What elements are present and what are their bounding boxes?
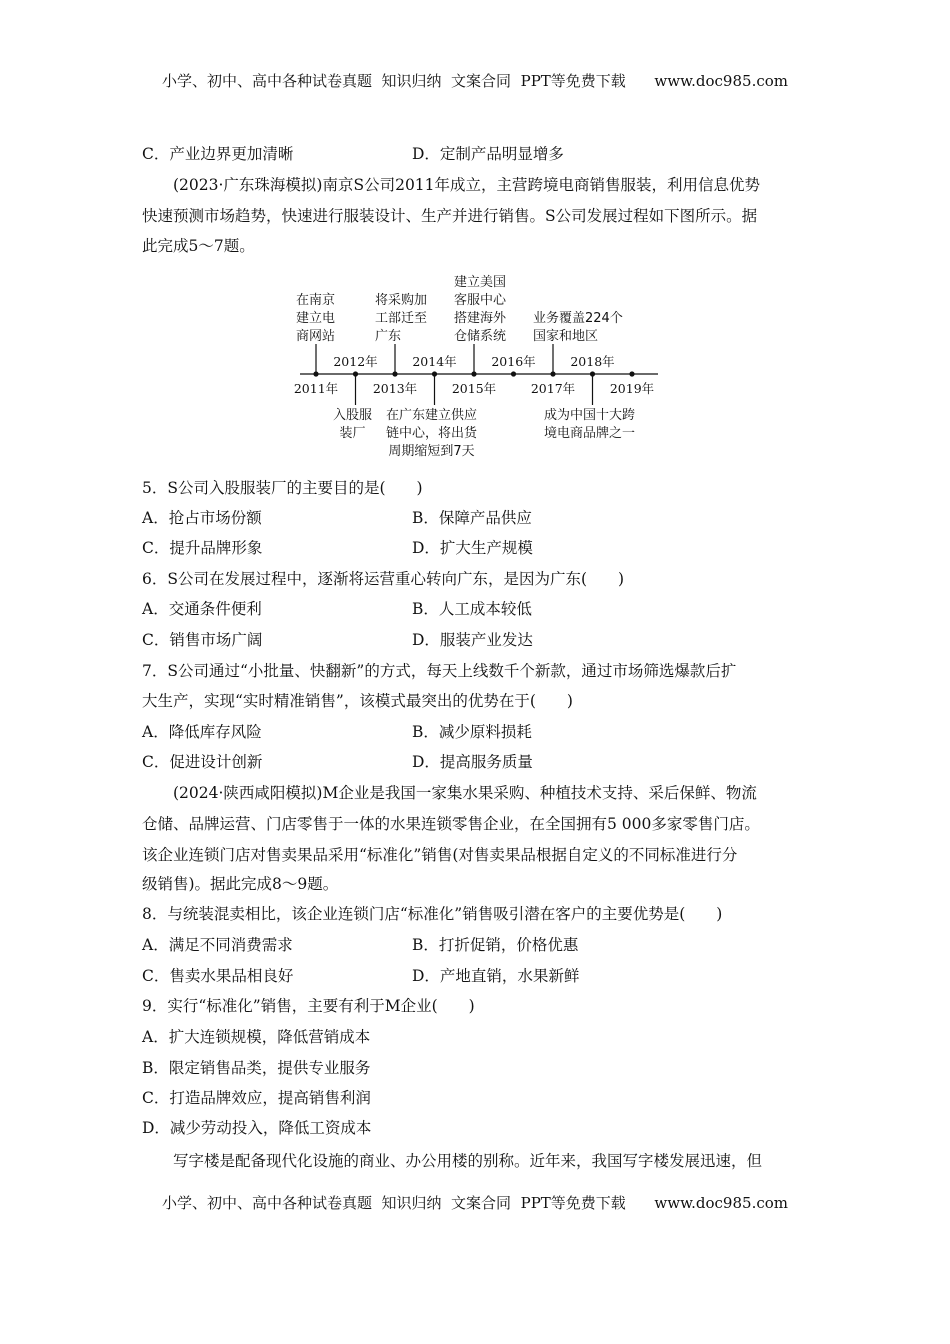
passage2-line1: (2024·陕西咸阳模拟)M企业是我国一家集水果采购、种植技术支持、采后保鲜、物流 [173, 784, 757, 802]
q8-option-c: C．售卖水果品相良好 [142, 967, 294, 985]
timeline-year-bottom: 2017年 [530, 381, 576, 396]
timeline-event-below: 境电商品牌之一 [543, 426, 636, 441]
timeline-event-above: 建立电 [296, 311, 336, 326]
timeline-event-below: 链中心，将出货 [385, 426, 478, 441]
timeline-event-above: 国家和地区 [533, 329, 599, 344]
q7-option-d: D．提高服务质量 [412, 753, 533, 771]
q5-option-d: D．扩大生产规模 [412, 539, 533, 557]
q7-option-c: C．促进设计创新 [142, 753, 263, 771]
passage2-line4: 级销售)。据此完成8～9题。 [142, 875, 339, 893]
passage2-line3: 该企业连锁门店对售卖果品采用“标准化”销售(对售卖果品根据自定义的不同标准进行分 [142, 846, 738, 864]
timeline-dot [629, 371, 634, 376]
timeline-event-below: 周期缩短到7天 [388, 444, 475, 459]
timeline-event-above: 在南京 [296, 293, 336, 308]
q8-option-d: D．产地直销，水果新鲜 [412, 967, 580, 985]
q8-option-b: B．打折促销，价格优惠 [412, 936, 579, 954]
q9-option-b: B．限定销售品类，提供专业服务 [142, 1059, 371, 1077]
q4-option-d: D．定制产品明显增多 [412, 145, 564, 163]
q5-stem: 5．S公司入股服装厂的主要目的是( ) [142, 479, 423, 497]
q6-option-d: D．服装产业发达 [412, 631, 533, 649]
timeline-year-bottom: 2015年 [451, 381, 497, 396]
page-footer: 小学、初中、高中各种试卷真题 知识归纳 文案合同 PPT等免费下载 www.doc985.com [161, 1194, 788, 1212]
timeline-event-above: 业务覆盖224个 [533, 311, 623, 326]
timeline-event-above: 工部迁至 [375, 311, 428, 326]
passage1-line3: 此完成5～7题。 [142, 237, 255, 255]
passage1-line2: 快速预测市场趋势，快速进行服装设计、生产并进行销售。S公司发展过程如下图所示。据 [142, 207, 758, 225]
timeline-event-above: 广东 [375, 329, 402, 344]
passage2-line2: 仓储、品牌运营、门店零售于一体的水果连锁零售企业，在全国拥有5 000多家零售门店。 [142, 815, 760, 833]
timeline-dot [353, 371, 358, 376]
q9-option-c: C．打造品牌效应，提高销售利润 [142, 1089, 371, 1107]
q7-stem-line1: 7．S公司通过“小批量、快翻新”的方式，每天上线数千个新款，通过市场筛选爆款后扩 [142, 662, 737, 680]
page-header: 小学、初中、高中各种试卷真题 知识归纳 文案合同 PPT等免费下载 www.doc985.com [161, 72, 788, 90]
q8-stem: 8．与统装混卖相比，该企业连锁门店“标准化”销售吸引潜在客户的主要优势是( ) [142, 905, 723, 923]
q7-option-a: A．降低库存风险 [142, 723, 262, 741]
timeline-figure [290, 268, 670, 460]
q7-option-b: B．减少原料损耗 [412, 723, 532, 741]
timeline-event-above: 建立美国 [454, 275, 507, 290]
timeline-dot [313, 371, 318, 376]
q9-stem: 9．实行“标准化”销售，主要有利于M企业( ) [142, 997, 475, 1015]
timeline-dot [392, 371, 397, 376]
q7-stem-line2: 大生产，实现“实时精准销售”，该模式最突出的优势在于( ) [142, 692, 573, 710]
timeline-year-top: 2014年 [412, 354, 457, 369]
timeline-event-below: 入股服 [332, 408, 373, 423]
timeline-event-above: 将采购加 [375, 293, 428, 308]
timeline-event-below: 装厂 [339, 426, 366, 441]
q9-option-d: D．减少劳动投入，降低工资成本 [142, 1119, 372, 1137]
timeline-event-above: 搭建海外 [454, 311, 507, 326]
timeline-event-above: 仓储系统 [454, 329, 507, 344]
q6-option-c: C．销售市场广阔 [142, 631, 263, 649]
q6-option-a: A．交通条件便利 [142, 600, 262, 618]
passage1-line1: (2023·广东珠海模拟)南京S公司2011年成立，主营跨境电商销售服装，利用信息优势 [173, 176, 761, 194]
timeline-dot [471, 371, 476, 376]
timeline-event-below: 在广东建立供应 [385, 408, 478, 423]
timeline-year-top: 2018年 [570, 354, 615, 369]
q5-option-a: A．抢占市场份额 [142, 509, 262, 527]
timeline-dot [511, 371, 516, 376]
q4-option-c: C．产业边界更加清晰 [142, 145, 294, 163]
timeline-dot [590, 371, 595, 376]
timeline-event-above: 客服中心 [454, 293, 507, 308]
timeline-year-bottom: 2019年 [609, 381, 655, 396]
timeline-event-above: 商网站 [296, 329, 336, 344]
q8-option-a: A．满足不同消费需求 [142, 936, 293, 954]
q6-option-b: B．人工成本较低 [412, 600, 532, 618]
timeline-dot [432, 371, 437, 376]
timeline-year-top: 2012年 [333, 354, 378, 369]
passage3-line1: 写字楼是配备现代化设施的商业、办公用楼的别称。近年来，我国写字楼发展迅速，但 [173, 1152, 763, 1170]
q6-stem: 6．S公司在发展过程中，逐渐将运营重心转向广东，是因为广东( ) [142, 570, 625, 588]
timeline-dot [550, 371, 555, 376]
q5-option-b: B．保障产品供应 [412, 509, 532, 527]
timeline-year-bottom: 2013年 [372, 381, 418, 396]
timeline-year-bottom: 2011年 [293, 381, 339, 396]
timeline-event-below: 成为中国十大跨 [543, 408, 636, 423]
timeline-year-top: 2016年 [491, 354, 536, 369]
q5-option-c: C．提升品牌形象 [142, 539, 263, 557]
q9-option-a: A．扩大连锁规模，降低营销成本 [142, 1028, 371, 1046]
